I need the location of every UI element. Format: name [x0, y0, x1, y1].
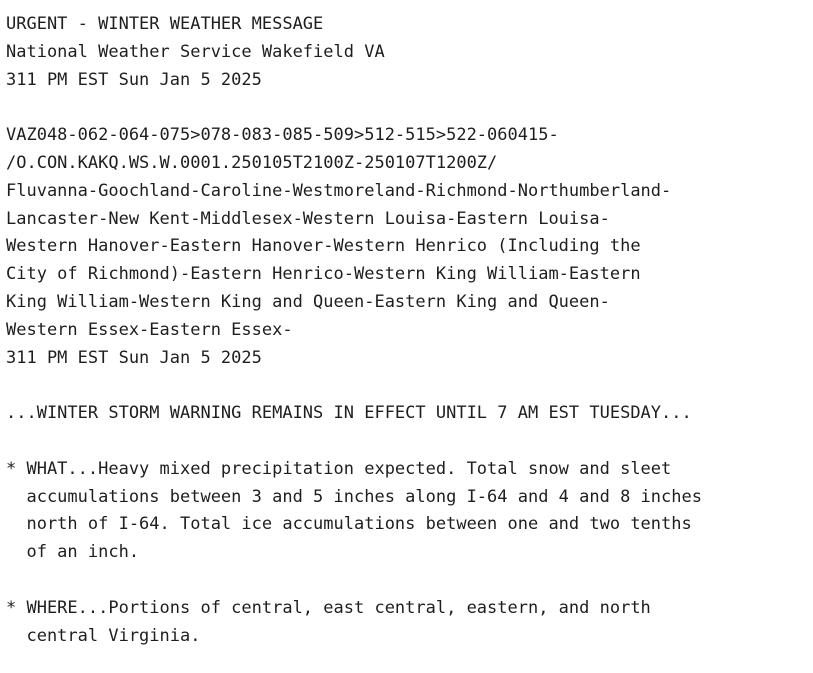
zone-names-line: City of Richmond)-Eastern Henrico-Western King William-Eastern — [6, 264, 641, 285]
blank-line — [6, 372, 813, 400]
where-bullet-line: * WHERE...Portions of central, east central, eastern, and north — [6, 597, 651, 618]
what-bullet-line: north of I-64. Total ice accumulations between one and two tenths — [6, 514, 692, 535]
zone-issue-time-line: 311 PM EST Sun Jan 5 2025 — [6, 347, 262, 368]
blank-line — [6, 428, 813, 456]
what-bullet-line: accumulations between 3 and 5 inches along I-64 and 4 and 8 inches — [6, 486, 702, 507]
what-bullet-line: of an inch. — [6, 542, 140, 563]
bulletin-type-line: URGENT - WINTER WEATHER MESSAGE — [6, 14, 324, 34]
issuing-office-line: National Weather Service Wakefield VA — [6, 41, 385, 62]
vtec-line: /O.CON.KAKQ.WS.W.0001.250105T2100Z-250107T1200Z/ — [6, 152, 498, 173]
zone-names-line: King William-Western King and Queen-Eastern King and Queen- — [6, 291, 610, 312]
blank-line — [6, 94, 813, 122]
zone-names-line: Fluvanna-Goochland-Caroline-Westmoreland-Richmond-Northumberland- — [6, 180, 672, 201]
zone-names-line: Western Hanover-Eastern Hanover-Western Henrico (Including the — [6, 236, 641, 257]
what-bullet-line: * WHAT...Heavy mixed precipitation expected. Total snow and sleet — [6, 458, 672, 479]
issue-time-line: 311 PM EST Sun Jan 5 2025 — [6, 69, 262, 90]
zone-names-line: Lancaster-New Kent-Middlesex-Western Louisa-Eastern Louisa- — [6, 208, 610, 229]
warning-headline: ...WINTER STORM WARNING REMAINS IN EFFECT UNTIL 7 AM EST TUESDAY... — [6, 403, 692, 424]
where-bullet-line: central Virginia. — [6, 625, 201, 646]
zone-names-line: Western Essex-Eastern Essex- — [6, 319, 293, 340]
blank-line — [6, 567, 813, 595]
zone-codes-line: VAZ048-062-064-075>078-083-085-509>512-515>522-060415- — [6, 125, 559, 146]
